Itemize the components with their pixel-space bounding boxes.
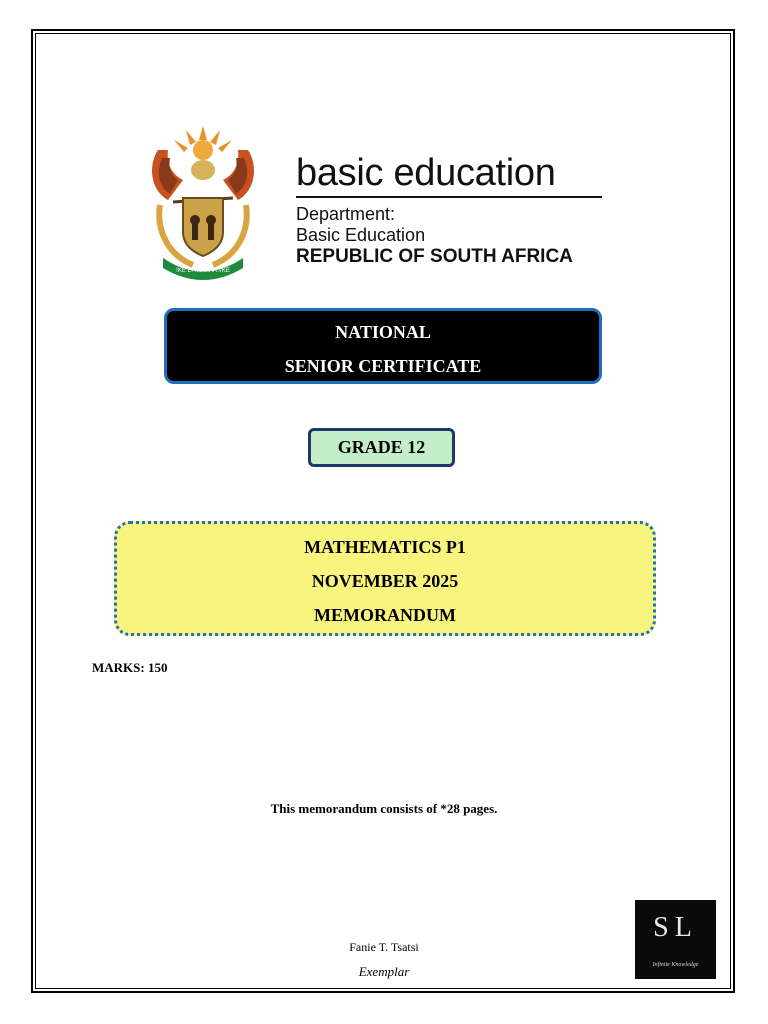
exemplar-label: Exemplar — [358, 964, 410, 979]
subject-line-3: MEMORANDUM — [314, 605, 456, 625]
pages-note: This memorandum consists of *28 pages. — [270, 801, 498, 816]
certificate-line-1: NATIONAL — [335, 322, 431, 342]
dept-line-1: Department: — [296, 204, 396, 224]
marks-label: MARKS: 150 — [92, 660, 168, 675]
subject-line-1: MATHEMATICS P1 — [304, 537, 466, 557]
sl-brand-logo — [635, 900, 716, 979]
country-name: REPUBLIC OF SOUTH AFRICA — [296, 246, 573, 267]
subject-box — [114, 521, 656, 636]
certificate-line-2: SENIOR CERTIFICATE — [284, 356, 482, 376]
certificate-title-box — [164, 308, 602, 384]
brand-title: basic education — [296, 152, 556, 194]
sl-logo-letters: SL — [653, 912, 698, 943]
coat-of-arms-logo — [138, 120, 268, 280]
coat-motto: !KE E: /XARRA //KE — [176, 268, 230, 274]
dept-line-2: Basic Education — [296, 225, 426, 245]
author-name: Fanie T. Tsatsi — [349, 940, 419, 954]
brand-divider — [296, 196, 602, 198]
sl-logo-tagline: Infinite Knowledge — [652, 962, 699, 968]
department-brand — [296, 150, 606, 268]
subject-line-2: NOVEMBER 2025 — [311, 571, 459, 591]
grade-badge: GRADE 12 — [308, 428, 455, 467]
